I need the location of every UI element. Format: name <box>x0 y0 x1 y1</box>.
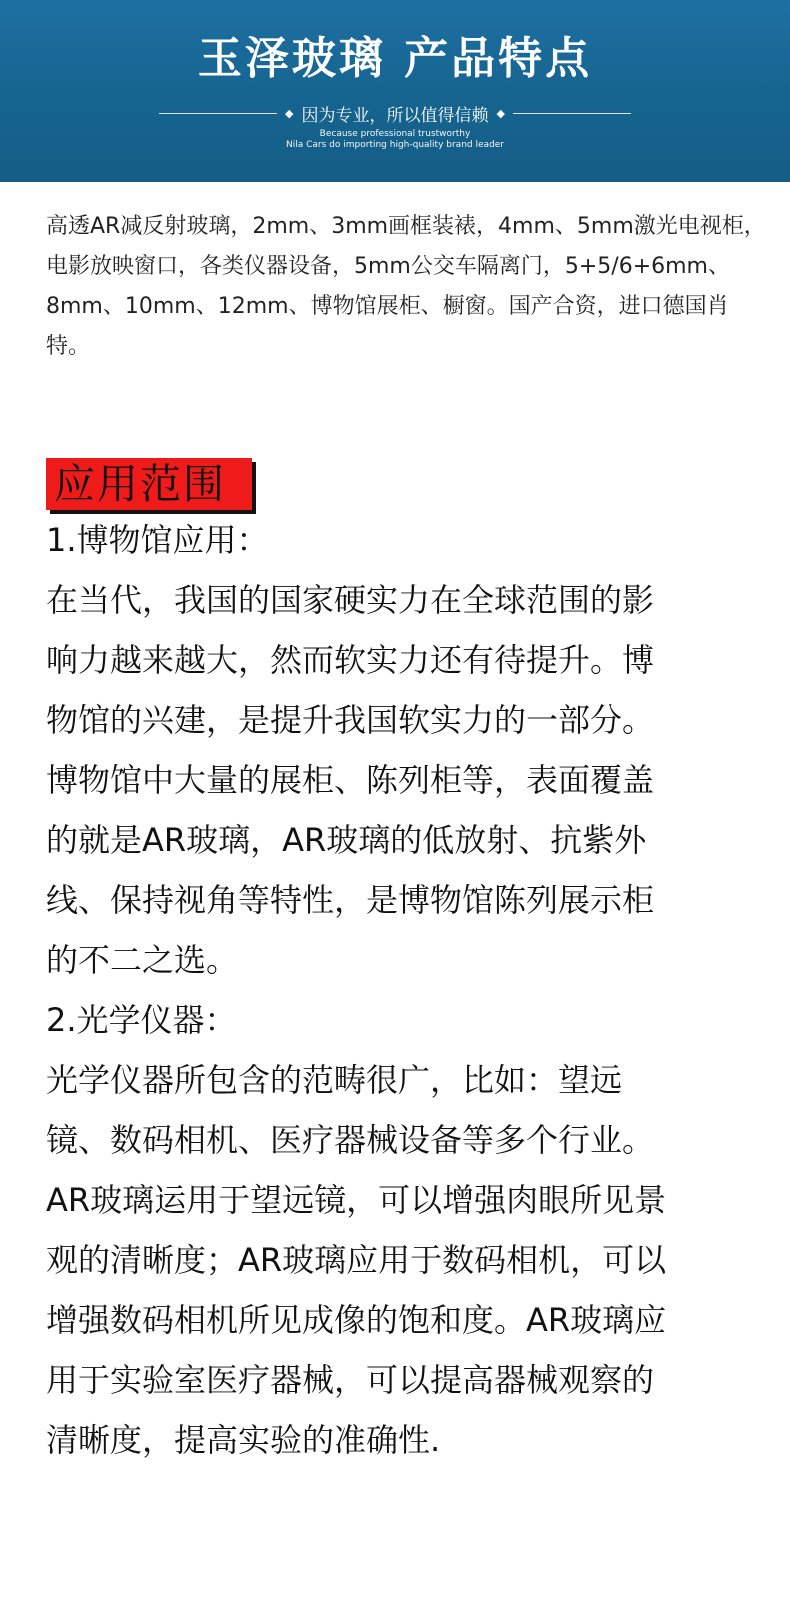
application-content <box>46 510 766 1470</box>
header-banner <box>0 0 790 182</box>
intro-line: 特。 <box>46 334 91 359</box>
content-line: 响力越来越大，然而软实力还有待提升。博 <box>46 641 655 679</box>
slogan-english <box>0 129 790 151</box>
content-line: 1.博物馆应用： <box>46 521 269 559</box>
content-line: 物馆的兴建，是提升我国软实力的一部分。 <box>46 701 655 739</box>
intro-paragraph <box>46 207 766 367</box>
diamond-icon: ◆ <box>496 107 505 120</box>
diamond-icon: ◆ <box>285 107 294 120</box>
intro-line: 高透AR减反射玻璃，2mm、3mm画框装裱，4mm、5mm激光电视柜， <box>46 214 766 239</box>
content-line: 光学仪器所包含的范畴很广，比如：望远 <box>46 1061 623 1099</box>
content-line: 在当代，我国的国家硬实力在全球范围的影 <box>46 581 655 619</box>
content-line: 观的清晰度；AR玻璃应用于数码相机，可以 <box>46 1241 667 1279</box>
divider-right <box>513 113 631 114</box>
slogan-english-line: Nila Cars do importing high-quality brand leader <box>286 140 504 150</box>
page-title: 玉泽玻璃 产品特点 <box>197 33 593 84</box>
content-line: 的就是AR玻璃，AR玻璃的低放射、抗紫外 <box>46 821 647 859</box>
intro-line: 8mm、10mm、12mm、博物馆展柜、橱窗。国产合资，进口德国肖 <box>46 294 729 319</box>
section-title: 应用范围 <box>46 458 252 510</box>
content-line: 镜、数码相机、医疗器械设备等多个行业。 <box>46 1121 655 1159</box>
content-line: AR玻璃运用于望远镜，可以增强肉眼所见景 <box>46 1181 667 1219</box>
content-line: 线、保持视角等特性，是博物馆陈列展示柜 <box>46 881 655 919</box>
content-line: 的不二之选。 <box>46 941 239 979</box>
content-line: 用于实验室医疗器械，可以提高器械观察的 <box>46 1361 655 1399</box>
content-line: 博物馆中大量的展柜、陈列柜等，表面覆盖 <box>46 761 655 799</box>
content-line: 清晰度，提高实验的准确性. <box>46 1421 441 1459</box>
slogan-english-line: Because professional trustworthy <box>319 129 471 139</box>
slogan-row <box>0 101 790 126</box>
content-line: 2.光学仪器： <box>46 1001 237 1039</box>
intro-line: 电影放映窗口，各类仪器设备，5mm公交车隔离门，5+5/6+6mm、 <box>46 254 730 279</box>
divider-left <box>159 113 277 114</box>
slogan: 因为专业，所以值得信赖 <box>301 106 489 126</box>
content-line: 增强数码相机所见成像的饱和度。AR玻璃应 <box>46 1301 667 1339</box>
